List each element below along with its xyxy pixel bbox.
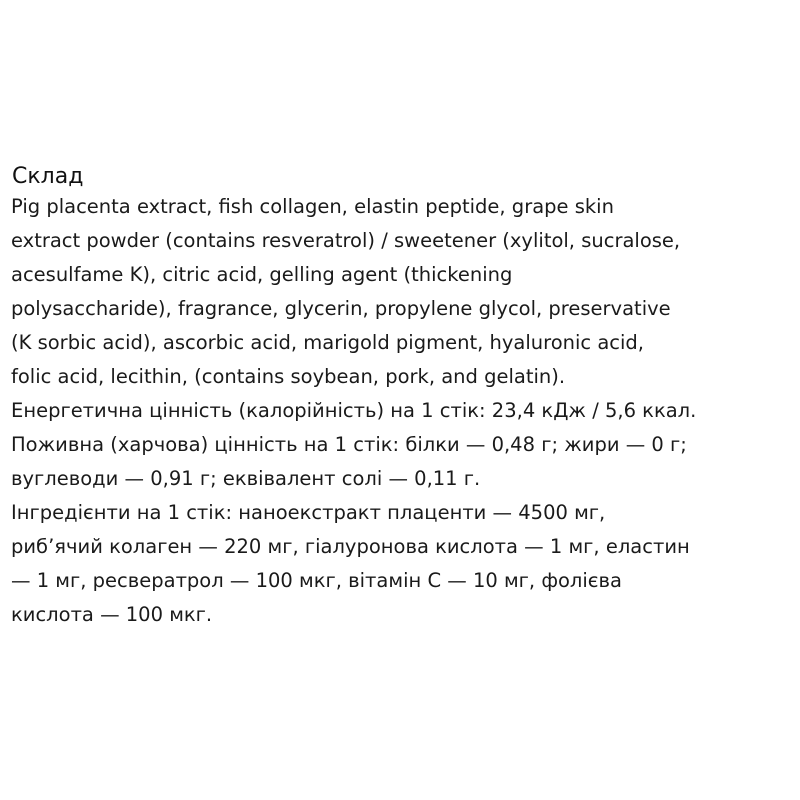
text-line: — 1 мг, ресвератрол — 100 мкг, вітамін С — 10 мг, фолієва <box>11 569 622 592</box>
text-line: риб’ячий колаген — 220 мг, гіалуронова кислота — 1 мг, еластин <box>11 535 690 558</box>
text-line: (K sorbic acid), ascorbic acid, marigold pigment, hyaluronic acid, <box>11 331 644 354</box>
text-line: Енергетична цінність (калорійність) на 1 стік: 23,4 кДж / 5,6 ккал. <box>11 399 697 422</box>
text-line: Поживна (харчова) цінність на 1 стік: білки — 0,48 г; жири — 0 г; <box>11 433 687 456</box>
text-line: Pig placenta extract, fish collagen, elastin peptide, grape skin <box>11 195 614 218</box>
text-line: polysaccharide), fragrance, glycerin, propylene glycol, preservative <box>11 297 671 320</box>
text-line: кислота — 100 мкг. <box>11 603 213 626</box>
text-line: folic acid, lecithin, (contains soybean, pork, and gelatin). <box>11 365 566 388</box>
document-section <box>12 162 798 192</box>
text-line: acesulfame K), citric acid, gelling agent (thickening <box>11 263 513 286</box>
composition-text <box>11 190 799 632</box>
section-title: Склад <box>12 164 84 189</box>
text-line: Інгредієнти на 1 стік: наноекстракт плаценти — 4500 мг, <box>11 501 606 524</box>
text-line: вуглеводи — 0,91 г; еквівалент солі — 0,11 г. <box>11 467 481 490</box>
text-line: extract powder (contains resveratrol) / sweetener (xylitol, sucralose, <box>11 229 681 252</box>
